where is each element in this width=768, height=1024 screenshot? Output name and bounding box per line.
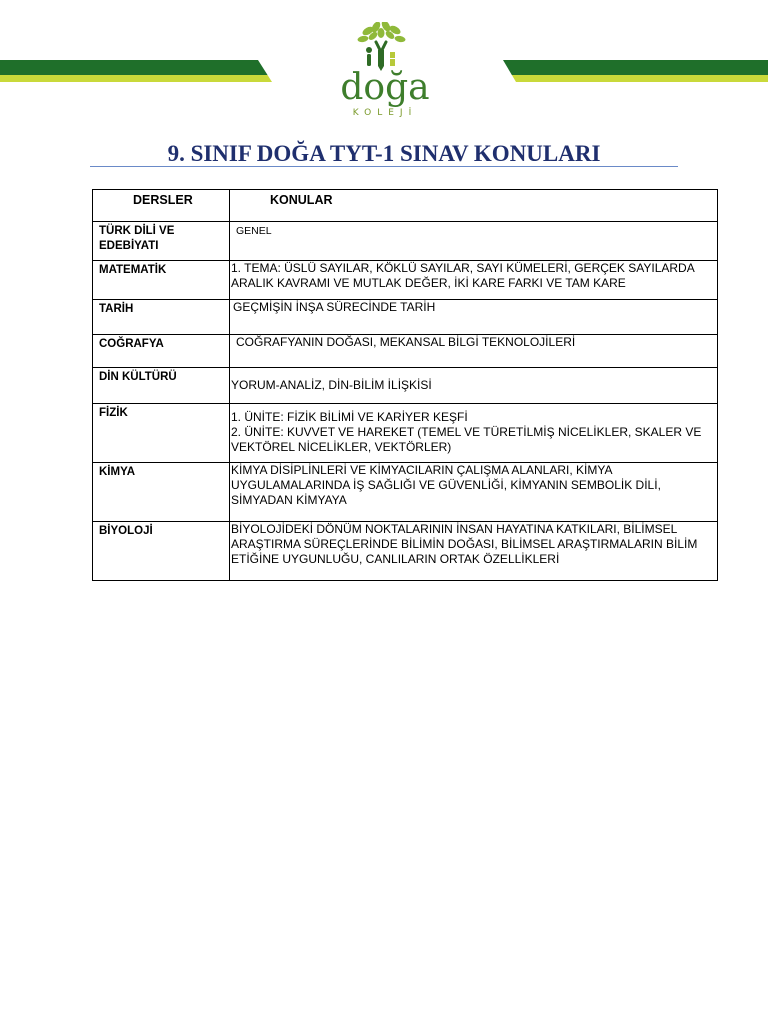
table-row (93, 261, 718, 300)
exam-topics-table (92, 189, 718, 581)
topic-cell (230, 404, 718, 463)
header-topics: KONULAR (230, 190, 718, 222)
page-title: 9. SINIF DOĞA TYT-1 SINAV KONULARI (167, 141, 601, 166)
topic-cell (230, 335, 718, 368)
topic-line: 2. ÜNİTE: KUVVET VE HAREKET (TEMEL VE TÜRETİLMİŞ NİCELİKLER, SKALER VE VEKTÖREL NİCELİKLER, VEKTÖRLER) (231, 425, 702, 454)
topic-line: YORUM-ANALİZ, DİN-BİLİM İLİŞKİSİ (231, 378, 432, 392)
topic-line: COĞRAFYANIN DOĞASI, MEKANSAL BİLGİ TEKNOLOJİLERİ (236, 335, 576, 349)
subject-cell: BİYOLOJİ (93, 522, 230, 581)
table-header-row (93, 190, 718, 222)
topic-cell (230, 222, 718, 261)
table-row (93, 300, 718, 335)
subject-cell: FİZİK (93, 404, 230, 463)
topic-line: 1. TEMA: ÜSLÜ SAYILAR, KÖKLÜ SAYILAR, SAYI KÜMELERİ, GERÇEK SAYILARDA ARALIK KAVRAMI VE MUTLAK DEĞER, İKİ KARE FARKI VE TAM KARE (231, 261, 695, 290)
subject-cell: COĞRAFYA (93, 335, 230, 368)
table-row (93, 463, 718, 522)
topic-cell (230, 463, 718, 522)
topic-cell (230, 368, 718, 404)
header-subjects: DERSLER (93, 190, 230, 222)
subject-cell: TÜRK DİLİ VE EDEBİYATI (93, 222, 230, 261)
topic-cell (230, 261, 718, 300)
table-row (93, 404, 718, 463)
topic-line: GEÇMİŞİN İNŞA SÜRECİNDE TARİH (233, 300, 436, 314)
school-logo (340, 22, 430, 122)
topic-cell (230, 522, 718, 581)
topic-line: 1. ÜNİTE: FİZİK BİLİMİ VE KARİYER KEŞFİ (231, 410, 468, 424)
subject-cell: MATEMATİK (93, 261, 230, 300)
tree-icon (354, 22, 410, 72)
logo-wordmark: doğa (340, 67, 430, 108)
table-row (93, 335, 718, 368)
topic-line: KİMYA DİSİPLİNLERİ VE KİMYACILARIN ÇALIŞMA ALANLARI, KİMYA UYGULAMALARINDA İŞ SAĞLIĞI VE GÜVENLİĞİ, KİMYANIN SEMBOLİK DİLİ, SİMYADAN KİMYAYA (231, 463, 661, 507)
logo-subtitle: KOLEJİ (352, 108, 418, 118)
topic-cell (230, 300, 718, 335)
table-row (93, 368, 718, 404)
topic-line: GENEL (236, 225, 272, 237)
table-row (93, 522, 718, 581)
title-underline (90, 166, 678, 167)
subject-cell: TARİH (93, 300, 230, 335)
topic-line: BİYOLOJİDEKİ DÖNÜM NOKTALARININ İNSAN HAYATINA KATKILARI, BİLİMSEL ARAŞTIRMA SÜREÇLERİNDE BİLİMİN DOĞASI, BİLİMSEL ARAŞTIRMALARIN BİLİM ETİĞİNE UYGUNLUĞU, CANLILARIN ORTAK ÖZELLİKLERİ (231, 522, 698, 566)
table-row (93, 222, 718, 261)
header-band-left (0, 60, 272, 82)
subject-cell: KİMYA (93, 463, 230, 522)
subject-cell: DİN KÜLTÜRÜ (93, 368, 230, 404)
header-band-right (503, 60, 768, 82)
